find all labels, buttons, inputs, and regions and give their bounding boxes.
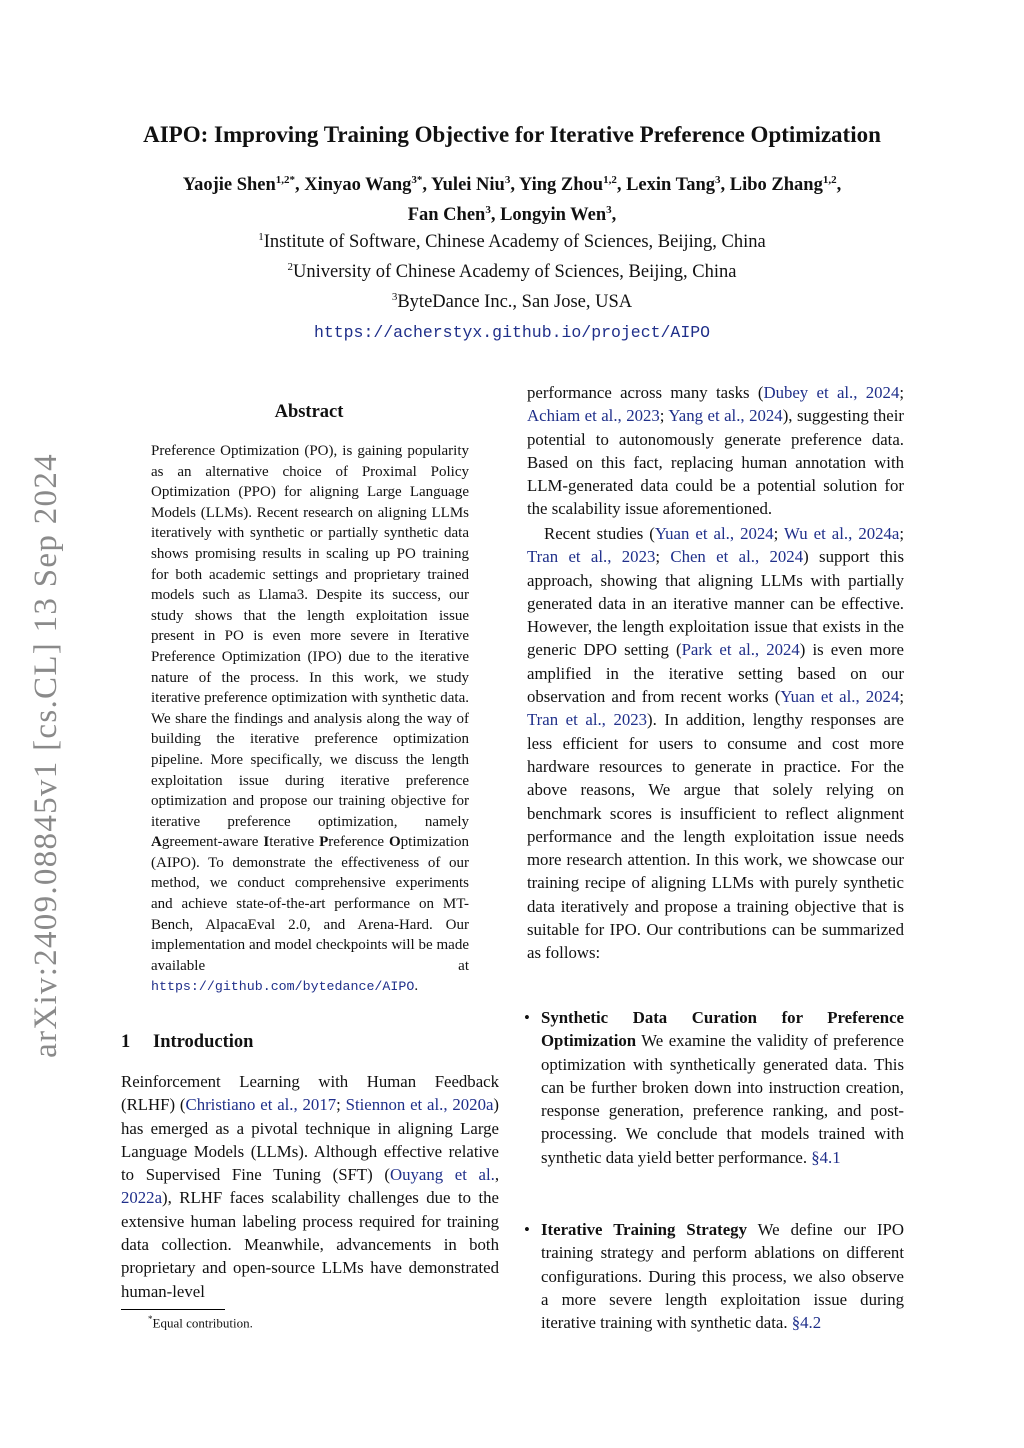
citation-link[interactable]: Dubey et al., 2024 [763,383,900,402]
affiliation-1: $^1$Institute of Software, Chinese Academy of Sciences, Beijing, China [258,230,766,252]
citation-link[interactable]: 2022a [121,1188,163,1208]
author-list [120,170,904,230]
author: Yaojie Shen$^{1,2*}$, [182,173,305,195]
intro-paragraph-3: Recent studies (Yuan et al., 2024; Wu et al., 2024a; Tran et al., 2023; Chen et al., 2024) support this approach, showing that aligning LLMs with partially generated data in an iterative manner can be effective. However, the length exploitation issue that exists in the generic DPO setting (Park et al., 2024) is even more amplified in the iterative setting based on our observation and from recent works (Yuan et al., 2024; Tran et al., 2023). In addition, lengthy responses are less efficient for users to consume and cost more hardware resources to generate in practice. For the above reasons, We argue that solely relying on benchmark scores is insufficient to reflect alignment performance and the length exploitation issue needs more research attention. In this work, we showcase our training recipe of aligning LLMs with purely synthetic data iteratively and propose a training objective that is suitable for IPO. Our contributions can be summarized as follows: [527,524,905,963]
arxiv-sidebar [0,450,92,1060]
intro-paragraph-1: Reinforcement Learning with Human Feedback (RLHF) (Christiano et al., 2017; Stiennon et al., 2020a) has emerged as a pivotal technique in aligning Large Language Models (LLMs). Although effective relative to Supervised Fine Tuning (SFT) (Ouyang et al., 2022a), RLHF faces scalability challenges due to the extensive human labeling process required for training data collection. Meanwhile, advancements in both proprietary and open-source LLMs have demonstrated human-level [121,1072,500,1301]
citation-link[interactable]: Yuan et al., 2024 [780,687,900,707]
citation-link[interactable]: Tran et al., 2023 [527,547,656,567]
citation-link[interactable]: Wu et al., 2024a [784,524,900,543]
bullet-mark: • [524,1220,530,1239]
citation-link[interactable]: Christiano et al., 2017 [185,1095,337,1115]
author: Lexin Tang$^3$, [626,173,730,195]
contribution-item: • Iterative Training Strategy We define our IPO training strategy and perform ablations on different configurations. During this process, we also observe a more severe length exploitation issue during iterative training with synthetic data. §4.2 [524,1220,904,1333]
section-ref-link[interactable]: §4.1 [811,1147,841,1167]
intro-paragraph-2: performance across many tasks (Dubey et al., 2024; Achiam et al., 2023; Yang et al., 2024), suggesting their potential to autonomously generate preference data. Based on this fact, replacing human annotation with LLM-generated data could be a potential solution for the scalability issue aforementioned. [527,383,905,519]
citation-link[interactable]: Stiennon et al., 2020a [345,1095,494,1115]
abstract-body: Preference Optimization (PO), is gaining popularity as an alternative choice of Proximal Policy Optimization (PPO) for aligning Large Language Models (LLMs). Recent research on aligning LLMs iteratively with synthetic or partially synthetic data shows promising results in scaling up PO training for both academic settings and proprietary trained models such as Llama3. Despite its success, our study shows that the length exploitation issue present in PO is even more severe in Iterative Preference Optimization (IPO) due to the iterative nature of the process. In this work, we study iterative preference optimization with synthetic data. We share the findings and analysis along the way of building the iterative preference optimization pipeline. More specifically, we discuss the length exploitation issue during iterative preference optimization and propose our training objective for iterative preference optimization, namely Agreement-aware Iterative Preference Optimization (AIPO). To demonstrate the effectiveness of our method, we conduct comprehensive experiments and achieve state-of-the-art performance on MT-Bench, AlpacaEval 2.0, and Arena-Hard. Our implementation and model checkpoints will be made available at https://github.com/bytedance/AIPO. [151,443,469,995]
author: Yulei Niu$^3$, [430,173,519,195]
section-ref-link[interactable]: §4.2 [791,1313,822,1333]
contribution-title: Synthetic Data Curation for Preference Optimization [541,1008,904,1051]
project-url-link[interactable]: https://acherstyx.github.io/project/AIPO [313,323,711,342]
author: Xinyao Wang$^{3*}$, [304,173,431,195]
author: Libo Zhang$^{1,2}$, [729,173,842,195]
contribution-item: • Synthetic Data Curation for Preference Optimization We examine the validity of preference optimization with synthetically generated data. This can be further broken down into instruction creation, response generation, preference ranking, and post-processing. We conclude that models trained with synthetic data yield better performance. §4.1 [524,1008,904,1167]
arxiv-identifier: arXiv:2409.08845v1 [cs.CL] 13 Sep 2024 [27,452,64,1058]
bullet-mark: • [524,1008,530,1027]
citation-link[interactable]: Yuan et al., 2024 [654,524,774,543]
citation-link[interactable]: Yang et al., 2024 [668,406,783,426]
author: Ying Zhou$^{1,2}$, [518,173,627,195]
section-heading-introduction: 1 Introduction [121,1032,254,1052]
citation-link[interactable]: Chen et al., 2024 [670,547,804,567]
citation-link[interactable]: Park et al., 2024 [681,640,800,660]
author: Longyin Wen$^3$, [500,203,617,225]
footnote: *Equal contribution. [148,1314,253,1331]
affiliation-2: $^2$University of Chinese Academy of Sciences, Beijing, China [287,260,737,282]
citation-link[interactable]: Tran et al., 2023 [527,710,648,730]
contribution-title: Iterative Training Strategy [541,1220,747,1239]
citation-link[interactable]: Achiam et al., 2023 [527,406,660,426]
author: Fan Chen$^3$, [407,203,501,225]
footnote-rule [121,1309,225,1310]
citation-link[interactable]: Ouyang et al. [389,1165,495,1185]
abstract-heading: Abstract [274,402,344,422]
affiliation-3: $^3$ByteDance Inc., San Jose, USA [391,290,633,312]
paper-title: AIPO: Improving Training Objective for Iterative Preference Optimization [143,122,881,147]
code-url-link[interactable]: https://github.com/bytedance/AIPO [151,979,415,995]
